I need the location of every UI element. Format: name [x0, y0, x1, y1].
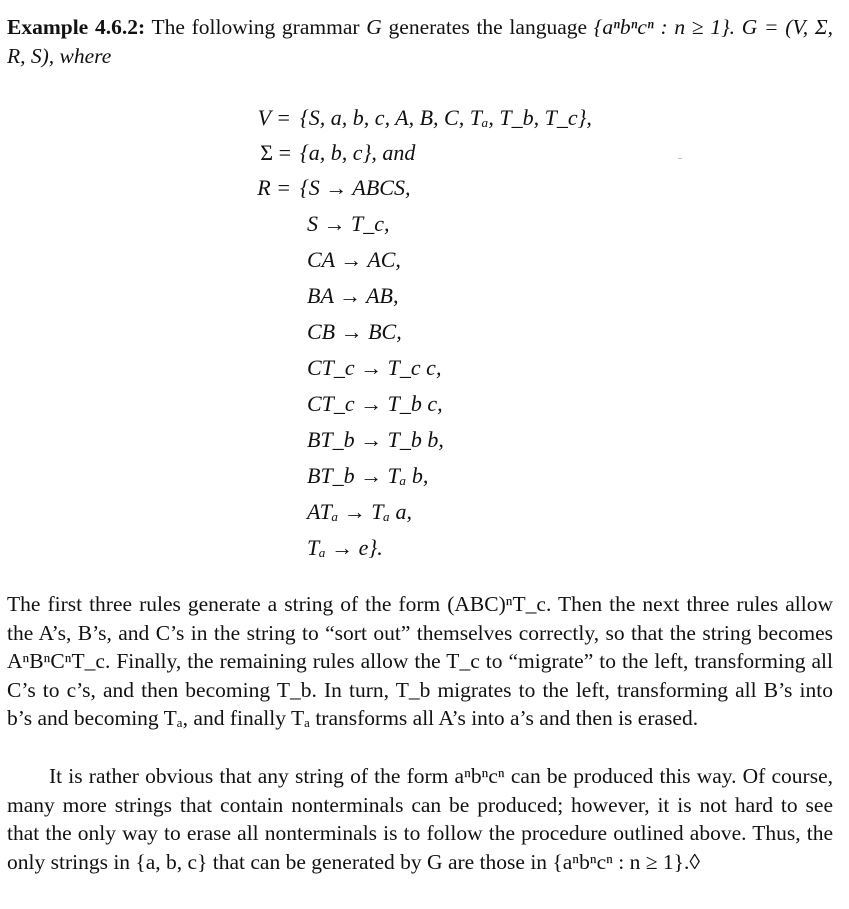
scan-speck	[678, 158, 682, 159]
language-expression: {aⁿbⁿcⁿ : n ≥ 1}.	[593, 15, 736, 39]
production-rule: S → T_c,	[307, 211, 390, 236]
conclusion-paragraph: It is rather obvious that any string of the form aⁿbⁿcⁿ can be produced this way. Of course, many more strings that contain nonterminals can be produced; however, it is not hard to see that the only way to erase all nonterminals is to follow the procedure outlined above. Thus, the only strings in {a, b, c} that can be generated by G are those in {aⁿbⁿcⁿ : n ≥ 1}.◊	[7, 764, 833, 874]
generates-text: generates the language	[388, 15, 588, 39]
grammar-R-rhs: {S → ABCS,	[300, 175, 411, 200]
production-rule: Tₐ → e}.	[307, 535, 383, 560]
production-rule: CT_c → T_b c,	[307, 391, 443, 416]
production-rule: CT_c → T_c c,	[307, 355, 442, 380]
grammar-R-lhs: R =	[257, 175, 291, 200]
explanation-paragraph: The first three rules generate a string of the form (ABC)ⁿT_c. Then the next three rules allow the A’s, B’s, and C’s in the string to “sort out” themselves correctly, so that the string becomes AⁿBⁿCⁿT_c. Finally, the remaining rules allow the T_c to “migrate” to the left, transforming all C’s to c’s, and then becoming T_b. In turn, T_b migrates to the left, transforming all B’s into b’s and becoming Tₐ, and finally Tₐ transforms all A’s into a’s and then is erased.	[7, 592, 833, 731]
production-rule: BT_b → Tₐ b,	[307, 463, 429, 488]
grammar-V-lhs: V =	[257, 105, 291, 130]
production-rule: BT_b → T_b b,	[307, 427, 444, 452]
production-rule: ATₐ → Tₐ a,	[307, 499, 412, 524]
grammar-sigma-rhs: {a, b, c}, and	[300, 140, 416, 165]
grammar-symbol: G	[366, 15, 382, 39]
production-rule: CB → BC,	[307, 319, 402, 344]
production-rule: BA → AB,	[307, 283, 399, 308]
example-label: Example 4.6.2:	[7, 15, 146, 39]
grammar-V-rhs: {S, a, b, c, A, B, C, Tₐ, T_b, T_c},	[300, 105, 592, 130]
grammar-definition: G = (V, Σ, R, S), where	[7, 15, 834, 68]
intro-text: The following grammar	[151, 15, 360, 39]
grammar-sigma-lhs: Σ =	[260, 140, 291, 165]
production-rule: CA → AC,	[307, 247, 401, 272]
